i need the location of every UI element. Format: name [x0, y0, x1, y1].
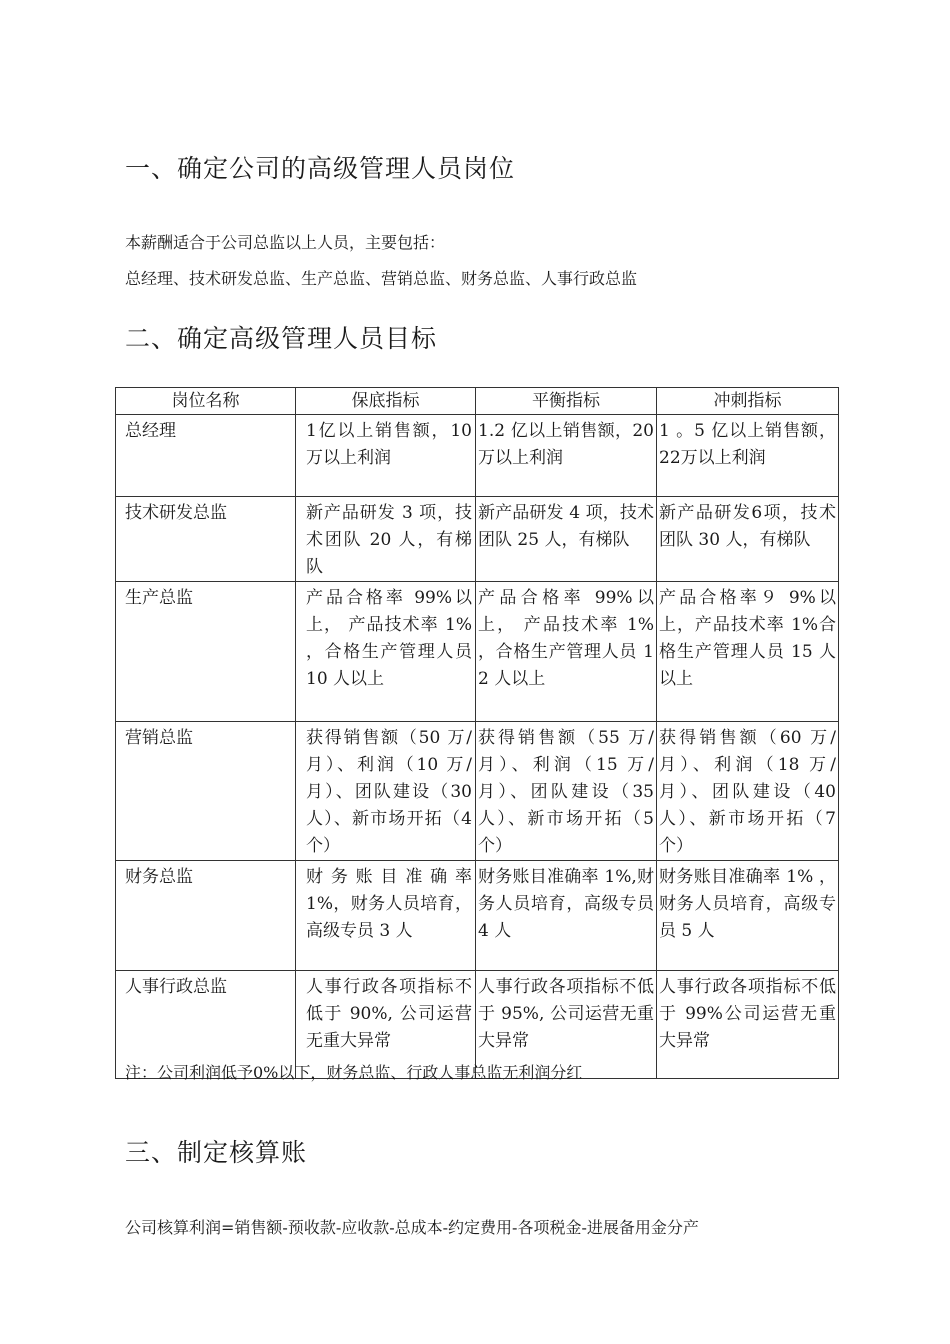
header-base-target: 保底指标 [296, 388, 476, 415]
cell-role: 财务总监 [116, 861, 296, 971]
cell-sprint: 获得销售额（60 万/月）、利润（18 万/月）、团队建设（40 人）、新市场开拓（7 个） [657, 722, 839, 861]
section-1-intro: 本薪酬适合于公司总监以上人员，主要包括： [125, 233, 446, 252]
header-sprint-target: 冲刺指标 [657, 388, 839, 415]
cell-balance: 1.2 亿以上销售额，20万以上利润 [476, 415, 657, 497]
table-header-row [116, 388, 839, 415]
table-row [116, 582, 839, 722]
cell-sprint: 新产品研发6项，技术团队 30 人，有梯队 [657, 497, 839, 582]
cell-base: 产品合格率 99%以上， 产品技术率 1% ，合格生产管理人员 10 人以上 [296, 582, 476, 722]
table-row [116, 861, 839, 971]
cell-role: 技术研发总监 [116, 497, 296, 582]
cell-base: 获得销售额（50 万/月）、利润（10 万/月）、团队建设（30 人）、新市场开拓（4 个） [296, 722, 476, 861]
section-1-heading: 一、确定公司的高级管理人员岗位 [125, 154, 516, 183]
cell-sprint: 财务账目准确率 1% ，财务人员培育，高级专员 5 人 [657, 861, 839, 971]
targets-table [115, 387, 839, 1079]
cell-base: 人事行政各项指标不低于 90%, 公司运营无重大异常 [296, 971, 476, 1079]
header-balance-target: 平衡指标 [476, 388, 657, 415]
cell-balance: 新产品研发 4 项，技术团队 25 人，有梯队 [476, 497, 657, 582]
cell-role: 生产总监 [116, 582, 296, 722]
table-row [116, 722, 839, 861]
cell-sprint: 1 。5 亿以上销售额，22万以上利润 [657, 415, 839, 497]
section-3-heading: 三、制定核算账 [125, 1138, 308, 1167]
cell-balance: 获得销售额（55 万/月）、利润（15 万/月）、团队建设（35 人）、新市场开拓（5 个） [476, 722, 657, 861]
header-position: 岗位名称 [116, 388, 296, 415]
cell-balance: 财务账目准确率 1%,财务人员培育，高级专员 4 人 [476, 861, 657, 971]
cell-base: 财务账目准确率 1%，财务人员培育，高级专员 3 人 [296, 861, 476, 971]
cell-base: 1亿以上销售额，10万以上利润 [296, 415, 476, 497]
cell-balance: 人事行政各项指标不低于 95%, 公司运营无重大异常 [476, 971, 657, 1079]
cell-base: 新产品研发 3 项，技术团队 20 人，有梯队 [296, 497, 476, 582]
section-2-heading: 二、确定高级管理人员目标 [125, 324, 438, 353]
cell-role: 人事行政总监 [116, 971, 296, 1079]
cell-role: 总经理 [116, 415, 296, 497]
cell-balance: 产品合格率 99%以上， 产品技术率 1% ，合格生产管理人员 12 人以上 [476, 582, 657, 722]
table-note: 注：公司利润低予0%以下，财务总监、行政人事总监无利润分红 [125, 1063, 583, 1082]
cell-role: 营销总监 [116, 722, 296, 861]
cell-sprint: 产品合格率９ 9%以上，产品技术率 1%合格生产管理人员 15 人以上 [657, 582, 839, 722]
table-row [116, 497, 839, 582]
section-3-formula: 公司核算利润=销售额-预收款-应收款-总成本-约定费用-各项税金-进展备用金分产 [125, 1218, 699, 1237]
table-row [116, 415, 839, 497]
cell-sprint: 人事行政各项指标不低于 99%公司运营无重大异常 [657, 971, 839, 1079]
section-1-position-list: 总经理、技术研发总监、生产总监、营销总监、财务总监、人事行政总监 [125, 269, 638, 288]
